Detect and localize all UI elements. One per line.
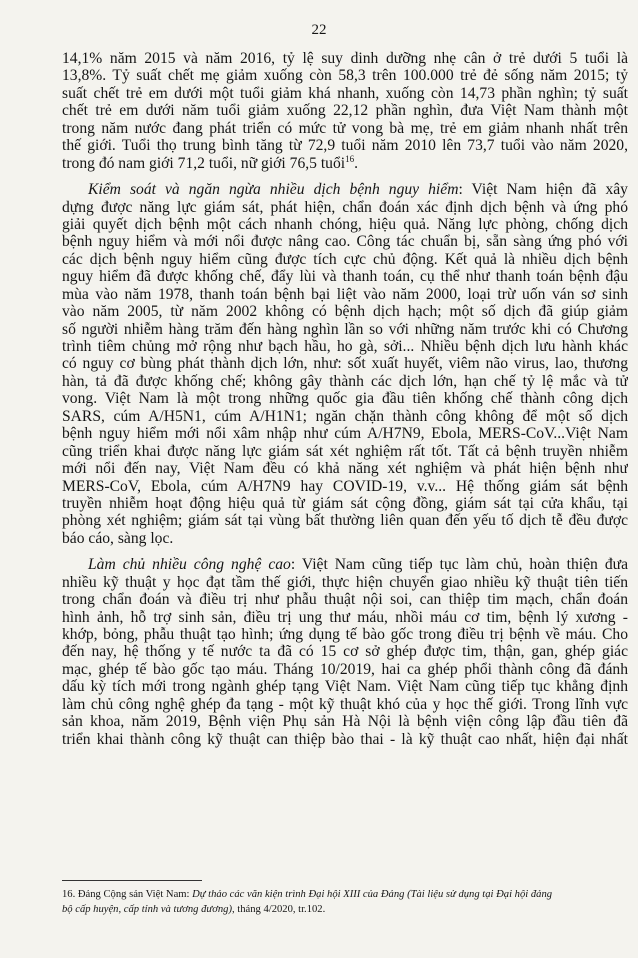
text-line: 13,8%. Tỷ suất chết mẹ giảm xuống còn 58,3 trên 100.000 trẻ đẻ sống năm 2015; tỷ: [62, 67, 628, 85]
text-line-suffix: .: [354, 154, 359, 172]
footnote-divider: [62, 880, 202, 881]
text-line: MERS-CoV, Ebola, cúm A/H7N9 hay COVID-19, v.v... Hệ thống giám sát bệnh: [62, 477, 628, 495]
text-line: thế giới. Tuổi thọ trung bình tăng từ 72,9 tuổi năm 2010 lên 73,7 tuổi vào năm 2020,: [62, 137, 628, 155]
text-line: mạc, ghép tế bào gốc tạo máu. Tháng 10/2019, hai ca ghép phổi thành công đã đánh: [62, 660, 628, 678]
footnote-line: [62, 887, 622, 902]
text-line: truyền nhiễm hoạt động hiệu quả từ giám sát cộng đồng, giám sát tại cửa khẩu, tại: [62, 494, 628, 512]
text-line: hình ảnh, hỗ trợ sinh sản, điều trị ung thư máu, nhồi máu cơ tim, bệnh lý xương -: [62, 608, 628, 626]
text-line: chết trẻ em dưới năm tuổi giảm xuống 22,12 phần nghìn, đưa Việt Nam thành một: [62, 102, 628, 120]
text-line: dựng được năng lực giám sát, phát hiện, chẩn đoán xác định dịch bệnh và ứng phó: [62, 198, 628, 216]
text-line: bệnh nguy hiểm mới nổi xâm nhập như cúm A/H7N9, Ebola, MERS-CoV...Việt Nam: [62, 425, 628, 443]
text-line: có nguy cơ bùng phát thành dịch lớn, như: sốt xuất huyết, viêm não virus, lao, thương: [62, 355, 628, 373]
text-line: phòng xét nghiệm; giám sát tại vùng bất thường liên quan đến yếu tố dịch tễ đều được: [62, 512, 628, 530]
paragraph-lead-heading: Kiểm soát và ngăn ngừa nhiều dịch bệnh nguy hiểm: [88, 181, 459, 199]
footnote-line: [62, 902, 622, 917]
text-line: làm chủ công nghệ ghép đa tạng - một kỹ thuật khó của y học thế giới. Trong lĩnh vực: [62, 695, 628, 713]
text-line: trong chẩn đoán và điều trị như phẫu thuật nội soi, can thiệp tim mạch, chẩn đoán: [62, 591, 628, 609]
paragraph-lead-heading: Làm chủ nhiều công nghệ cao: [88, 556, 291, 574]
text-line: 14,1% năm 2015 và năm 2016, tỷ lệ suy dinh dưỡng nhẹ cân ở trẻ dưới 5 tuổi là: [62, 50, 628, 67]
text-line: [62, 556, 628, 573]
text-line: giải quyết dịch bệnh một cách nhanh chóng, hiệu quả. Năng lực phòng, chống dịch: [62, 215, 628, 233]
body-text: [62, 50, 628, 748]
paragraph-high-technology: [62, 556, 628, 748]
text-line-content: : Việt Nam cũng tiếp tục làm chủ, hoàn thiện đưa: [290, 556, 628, 574]
paragraph-health-indicators: [62, 50, 628, 172]
text-line: suất chết trẻ em dưới một tuổi giảm khá nhanh, xuống còn 14,73 phần nghìn; tỷ suất: [62, 84, 628, 102]
footnote-title: Dự thảo các văn kiện trình Đại hội XIII của Đảng (Tài liệu sử dụng tại Đại hội đảng: [192, 889, 553, 900]
text-line: các dịch bệnh nguy hiểm cũng được tích cực chủ động. Kết quả là nhiều dịch bệnh: [62, 250, 628, 268]
text-line: nguy hiểm đã được khống chế, đẩy lùi và thanh toán, cụ thể như thanh toán bệnh đậu: [62, 268, 628, 286]
text-line: nhiều kỹ thuật y học đạt tầm thế giới, thực hiện chuyển giao nhiều kỹ thuật tiên tiến: [62, 573, 628, 591]
page-number: 22: [311, 22, 327, 38]
text-line: bệnh nguy hiểm và mới nổi được nâng cao. Công tác chuẩn bị, sẵn sàng ứng phó với: [62, 233, 628, 251]
text-line: hàn, tả đã được khống chế; không gây thành các dịch lớn, hạn chế tỷ lệ mắc và tử: [62, 372, 628, 390]
footnote-title: bộ cấp huyện, cấp tỉnh và tương đương): [62, 904, 232, 915]
text-line: [62, 155, 628, 172]
text-line: khớp, bỏng, phẫu thuật tạo hình; ứng dụng tế bào gốc trong điều trị bệnh về máu. Cho: [62, 626, 628, 643]
text-line: triển khai thành công kỹ thuật can thiệp bào thai - là kỹ thuật cao nhất, hiện đại nhất: [62, 730, 628, 748]
paragraph-disease-control: [62, 181, 628, 547]
text-line-content: trong đó nam giới 71,2 tuổi, nữ giới 76,5 tuổi: [62, 154, 346, 172]
text-line-content: : Việt Nam hiện đã xây: [458, 181, 628, 199]
text-line: SARS, cúm A/H5N1, cúm A/H1N1; ngăn chặn thành công không để một số dịch: [62, 407, 628, 425]
text-line: [62, 181, 628, 198]
text-line: sản khoa, năm 2019, Bệnh viện Phụ sản Hà Nội là bệnh viện công lập đầu tiên đã: [62, 713, 628, 731]
text-line: vào năm 2005, từ năm 2002 không có bệnh dịch hạch; một số dịch đã giúp giảm: [62, 303, 628, 321]
text-line: số người nhiễm hàng trăm đến hàng nghìn lần so với những năm trước khi có Chương: [62, 320, 628, 338]
text-line: mới nổi đến nay, Việt Nam đều có khả năng xét nghiệm và phát hiện bệnh như: [62, 460, 628, 478]
text-line: trong năm nước đang phát triển có mức tử vong bà mẹ, trẻ em giảm nhanh nhất trên: [62, 119, 628, 137]
text-line: mùa vào năm 1978, thanh toán bệnh bại liệt vào năm 2000, loại trừ uốn ván sơ sinh: [62, 285, 628, 303]
text-line: vong. Việt Nam là một trong những quốc gia đầu tiên khống chế thành công dịch: [62, 390, 628, 408]
footnote-suffix: , tháng 4/2020, tr.102.: [231, 904, 326, 915]
text-line: dấu kỳ tích mới trong ngành ghép tạng Việt Nam. Việt Nam cũng tiếp tục khẳng định: [62, 678, 628, 696]
footnote: [62, 887, 622, 917]
text-line: đến nay, hệ thống y tế nước ta đã có 15 cơ sở ghép được tim, thận, gan, ghép giác: [62, 643, 628, 661]
footnote-prefix: 16. Đảng Cộng sản Việt Nam:: [62, 889, 193, 900]
text-line: báo cáo, sàng lọc.: [62, 529, 174, 547]
footnote-reference[interactable]: 16: [345, 154, 355, 164]
text-line: trình tiêm chủng mở rộng như bạch hầu, ho gà, sởi... Nhiều bệnh dịch lưu hành khác: [62, 338, 628, 355]
text-line: cũng triển khai được năng lực giám sát xét nghiệm rất tốt. Tất cả bệnh truyền nhiễm: [62, 442, 628, 460]
